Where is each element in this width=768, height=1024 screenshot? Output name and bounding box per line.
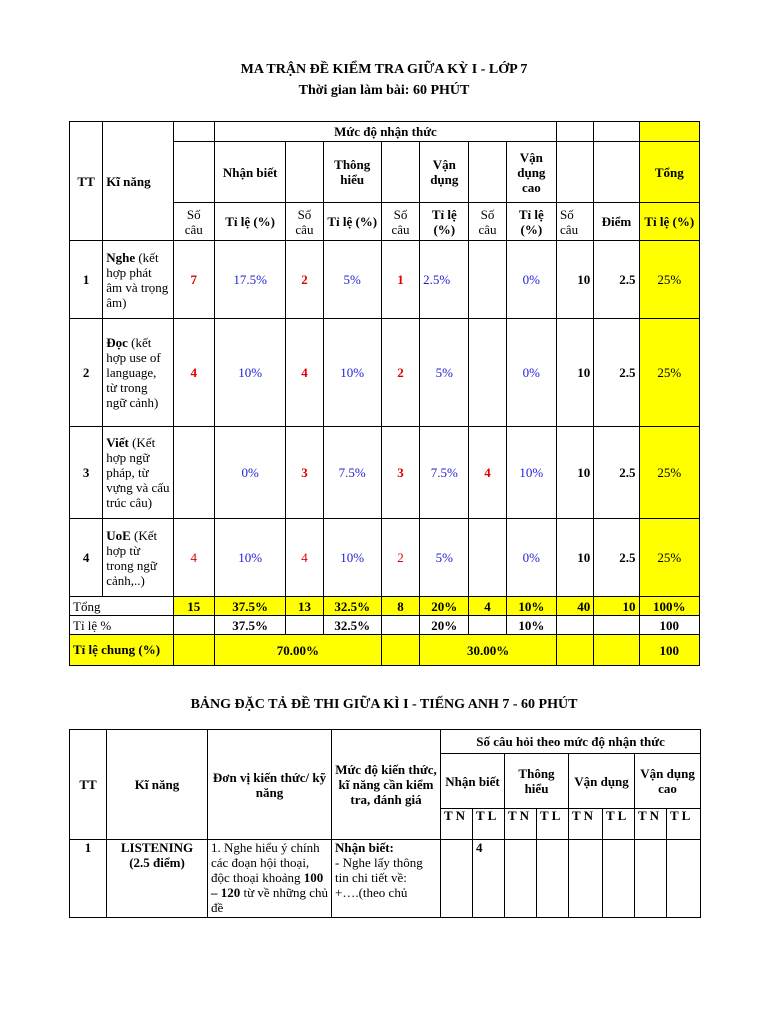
- header-so-cau: Số câu: [286, 203, 323, 241]
- total-score: 2.5: [594, 319, 639, 427]
- total-sum-ratio: 100%: [639, 597, 699, 616]
- total-score: 2.5: [594, 241, 639, 319]
- level-text-2: +….(theo chủ: [335, 885, 408, 900]
- level-heading: Nhận biết:: [335, 840, 394, 855]
- vd-percent: 5%: [420, 519, 469, 597]
- total-ratio: 25%: [639, 427, 699, 519]
- header-van-dung-cao: Vận dụng cao: [506, 142, 556, 203]
- th-count: 4: [286, 319, 323, 427]
- total-count: 10: [557, 241, 594, 319]
- header-so-cau: Số câu: [469, 203, 506, 241]
- unit-text-end: từ về những chủ đề: [211, 885, 328, 915]
- th-percent: 10%: [323, 319, 381, 427]
- total-vdc-percent: 10%: [506, 597, 556, 616]
- matrix-title: MA TRẬN ĐỀ KIỂM TRA GIỮA KỲ I - LỚP 7: [240, 62, 528, 77]
- spec-header-tn: T N: [569, 809, 603, 840]
- skill-name: Viết: [106, 435, 129, 450]
- spec-header-van-dung: Vận dụng: [569, 754, 635, 809]
- total-score: 2.5: [594, 427, 639, 519]
- header-nhan-biet: Nhận biết: [214, 142, 285, 203]
- total-count: 10: [557, 519, 594, 597]
- spec-header-tn: T N: [441, 809, 473, 840]
- row-skill: [103, 427, 173, 519]
- header-thong-hieu: Thông hiểu: [323, 142, 381, 203]
- spec-header-tl: T L: [537, 809, 569, 840]
- header-level: Mức độ nhận thức: [214, 122, 556, 142]
- total-sum-count: 40: [557, 597, 594, 616]
- level-text: - Nghe lấy thông tin chi tiết về:: [335, 855, 423, 885]
- skill-desc: (kết hợp use of language, từ trong ngữ cảnh): [106, 335, 161, 410]
- vdc-count: [469, 519, 506, 597]
- spec-header-tn: T N: [505, 809, 537, 840]
- spec-row-tt: 1: [70, 840, 107, 918]
- table-row: [70, 519, 700, 597]
- header-ti-le: Tỉ lệ (%): [420, 203, 469, 241]
- unit-word-count: 100 – 120: [211, 870, 324, 900]
- spec-nb-tl-count: 4: [473, 840, 505, 918]
- vd-percent: 5%: [420, 319, 469, 427]
- header-so-cau: Số câu: [381, 203, 419, 241]
- header-so-cau: Số câu: [557, 203, 594, 241]
- spec-header-tl: T L: [667, 809, 701, 840]
- table-row: [70, 241, 700, 319]
- vd-count: 1: [381, 241, 419, 319]
- nb-count: 7: [173, 241, 214, 319]
- vd-percent: 2.5%: [420, 241, 469, 319]
- total-ratio: 25%: [639, 319, 699, 427]
- skill-desc: (kết hợp phát âm và trọng âm): [106, 249, 169, 310]
- vdc-count: [469, 319, 506, 427]
- total-th-count: 13: [286, 597, 323, 616]
- vdc-percent: 10%: [506, 427, 556, 519]
- ratio-th: 32.5%: [323, 616, 381, 635]
- spec-title: BẢNG ĐẶC TẢ ĐỀ THI GIỮA KÌ I - TIẾNG ANH 7 - 60 PHÚT: [190, 697, 578, 712]
- ratio-common-row: [70, 635, 700, 666]
- vd-percent: 7.5%: [420, 427, 469, 519]
- ratio-total: 100: [639, 616, 699, 635]
- vdc-percent: 0%: [506, 319, 556, 427]
- skill-name: Nghe: [106, 249, 136, 265]
- vd-count: 3: [381, 427, 419, 519]
- total-th-percent: 32.5%: [323, 597, 381, 616]
- row-tt: 4: [70, 519, 103, 597]
- th-count: 2: [286, 241, 323, 319]
- total-nb-count: 15: [173, 597, 214, 616]
- header-ti-le: Tỉ lệ (%): [323, 203, 381, 241]
- total-ratio: 25%: [639, 241, 699, 319]
- ratio-vd: 20%: [420, 616, 469, 635]
- ratio-row: [70, 616, 700, 635]
- spec-header-tl: T L: [473, 809, 505, 840]
- header-total-ti-le: Tỉ lệ (%): [639, 203, 699, 241]
- spec-row-unit: [208, 840, 332, 918]
- total-count: 10: [557, 427, 594, 519]
- vdc-count: [469, 241, 506, 319]
- ratio-common-label: Tỉ lệ chung (%): [70, 635, 174, 666]
- row-tt: 2: [70, 319, 103, 427]
- header-van-dung: Vận dụng: [420, 142, 469, 203]
- skill-name: Đọc: [106, 335, 128, 350]
- nb-percent: 17.5%: [214, 241, 285, 319]
- spec-header-skill: Kĩ năng: [107, 730, 208, 840]
- th-count: 3: [286, 427, 323, 519]
- nb-percent: 10%: [214, 319, 285, 427]
- header-tt: TT: [70, 122, 103, 241]
- table-row: [70, 427, 700, 519]
- matrix-table: [69, 121, 700, 666]
- ratio-vdc: 10%: [506, 616, 556, 635]
- total-nb-percent: 37.5%: [214, 597, 285, 616]
- total-count: 10: [557, 319, 594, 427]
- nb-percent: 0%: [214, 427, 285, 519]
- vdc-percent: 0%: [506, 519, 556, 597]
- spec-header-van-dung-cao: Vận dụng cao: [635, 754, 701, 809]
- ratio-nb: 37.5%: [214, 616, 285, 635]
- vdc-percent: 0%: [506, 241, 556, 319]
- total-vd-count: 8: [381, 597, 419, 616]
- row-tt: 3: [70, 427, 103, 519]
- total-row: [70, 597, 700, 616]
- vd-count: 2: [381, 519, 419, 597]
- spec-header-tn: T N: [635, 809, 667, 840]
- spec-header-tl: T L: [603, 809, 635, 840]
- spec-header-level: Mức độ kiến thức, kĩ năng cần kiểm tra, đánh giá: [332, 730, 441, 840]
- th-percent: 7.5%: [323, 427, 381, 519]
- vd-count: 2: [381, 319, 419, 427]
- th-percent: 5%: [323, 241, 381, 319]
- skill-desc: (Kết hợp ngữ pháp, từ vựng và cấu trúc câu): [106, 435, 170, 510]
- table-row: [70, 319, 700, 427]
- row-skill: [103, 241, 173, 319]
- skill-name: UoE: [106, 527, 131, 543]
- unit-text: 1. Nghe hiểu ý chính các đoạn hội thoại, độc thoại khoảng: [211, 840, 320, 885]
- nb-percent: 10%: [214, 519, 285, 597]
- spec-header-nhan-biet: Nhận biết: [441, 754, 505, 809]
- total-vd-percent: 20%: [420, 597, 469, 616]
- header-ti-le: Tỉ lệ (%): [214, 203, 285, 241]
- spec-header-thong-hieu: Thông hiểu: [505, 754, 569, 809]
- matrix-subtitle: Thời gian làm bài: 60 PHÚT: [298, 83, 470, 98]
- spec-header-tt: TT: [70, 730, 107, 840]
- skill-desc: (Kết hợp từ trong ngữ cảnh,..): [106, 527, 158, 588]
- nb-count: 4: [173, 519, 214, 597]
- spec-row-skill: LISTENING (2.5 điểm): [107, 840, 208, 918]
- spec-row: [70, 840, 701, 918]
- spec-row-level: [332, 840, 441, 918]
- nb-count: [173, 427, 214, 519]
- total-ratio: 25%: [639, 519, 699, 597]
- header-so-cau: Số câu: [173, 203, 214, 241]
- spec-header-count: Số câu hỏi theo mức độ nhận thức: [441, 730, 701, 754]
- th-count: 4: [286, 519, 323, 597]
- ratio-common-right: 30.00%: [420, 635, 557, 666]
- nb-count: 4: [173, 319, 214, 427]
- ratio-common-left: 70.00%: [214, 635, 381, 666]
- row-tt: 1: [70, 241, 103, 319]
- ratio-label: Tỉ lệ %: [70, 616, 174, 635]
- ratio-common-total: 100: [639, 635, 699, 666]
- spec-header-unit: Đơn vị kiến thức/ kỹ năng: [208, 730, 332, 840]
- vdc-count: 4: [469, 427, 506, 519]
- total-sum-score: 10: [594, 597, 639, 616]
- total-vdc-count: 4: [469, 597, 506, 616]
- spec-table: [69, 729, 701, 918]
- header-total: Tổng: [639, 142, 699, 203]
- th-percent: 10%: [323, 519, 381, 597]
- header-skill: Kĩ năng: [103, 122, 173, 241]
- header-diem: Điểm: [594, 203, 639, 241]
- row-skill: [103, 519, 173, 597]
- total-label: Tổng: [70, 597, 174, 616]
- row-skill: [103, 319, 173, 427]
- header-ti-le: Tỉ lệ (%): [506, 203, 556, 241]
- total-score: 2.5: [594, 519, 639, 597]
